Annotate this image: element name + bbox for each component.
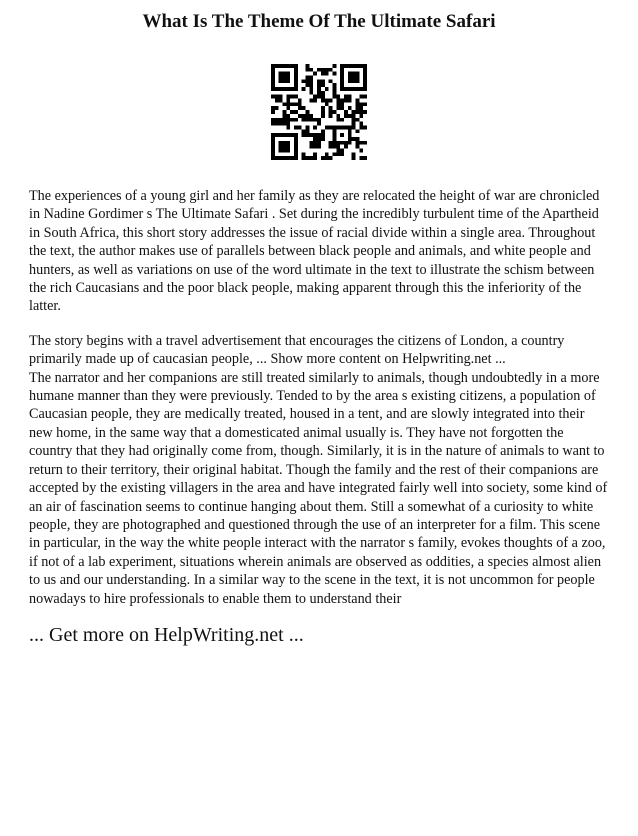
get-more-link[interactable]: ... Get more on HelpWriting.net ... bbox=[29, 623, 304, 646]
document-title: What Is The Theme Of The Ultimate Safari bbox=[142, 11, 496, 32]
qr-code-graphic bbox=[271, 64, 367, 160]
paragraph-story-begins: The story begins with a travel advertisement that encourages the citizens of London, a country primarily made up of caucasian people, ... Show more content on Helpwriting.net ... bbox=[29, 332, 565, 368]
paragraph-intro: The experiences of a young girl and her family as they are relocated the height of war are chronicled in Nadine Gordimer s The Ultimate Safari . Set during the incredibly turbulent time of the Apartheid in South Africa, this short story addresses the issue of racial divide within a single area. Throughout the text, the author makes use of parallels between black people and animals, and white people and hunters, as well as variations on use of the word ultimate in the text to illustrate the schism between the rich Caucasians and the poor black people, making apparent through this the inferiority of the latter. bbox=[29, 188, 600, 315]
document-page bbox=[0, 10, 638, 836]
qr-code-icon[interactable] bbox=[271, 64, 367, 160]
paragraph-narrator: The narrator and her companions are still treated similarly to animals, though undoubtedly in a more humane manner than they were previously. Tended to by the area s existing citizens, a population of Caucasian people, they are medically treated, housed in a tent, and are slowly integrated into their new home, in the same way that a domesticated animal usually is. They have not forgotten the country that they had originally come from, though. Similarly, it is in the nature of animals to want to return to their territory, their original habitat. Though the family and the rest of their companions are accepted by the existing villagers in the area and have integrated fairly well into society, some kind of an air of fascination seems to continue hanging about them. Still a somewhat of a curiosity to white people, they are photographed and questioned through the use of an interpreter for a film. This scene in particular, in the way the white people interact with the narrator s family, evokes thoughts of a zoo, if not of a lab experiment, situations wherein animals are observed as oddities, a species almost alien to us and our understanding. In a similar way to the scene in the text, it is not uncommon for people nowadays to hire professionals to enable them to understand their bbox=[29, 369, 608, 607]
